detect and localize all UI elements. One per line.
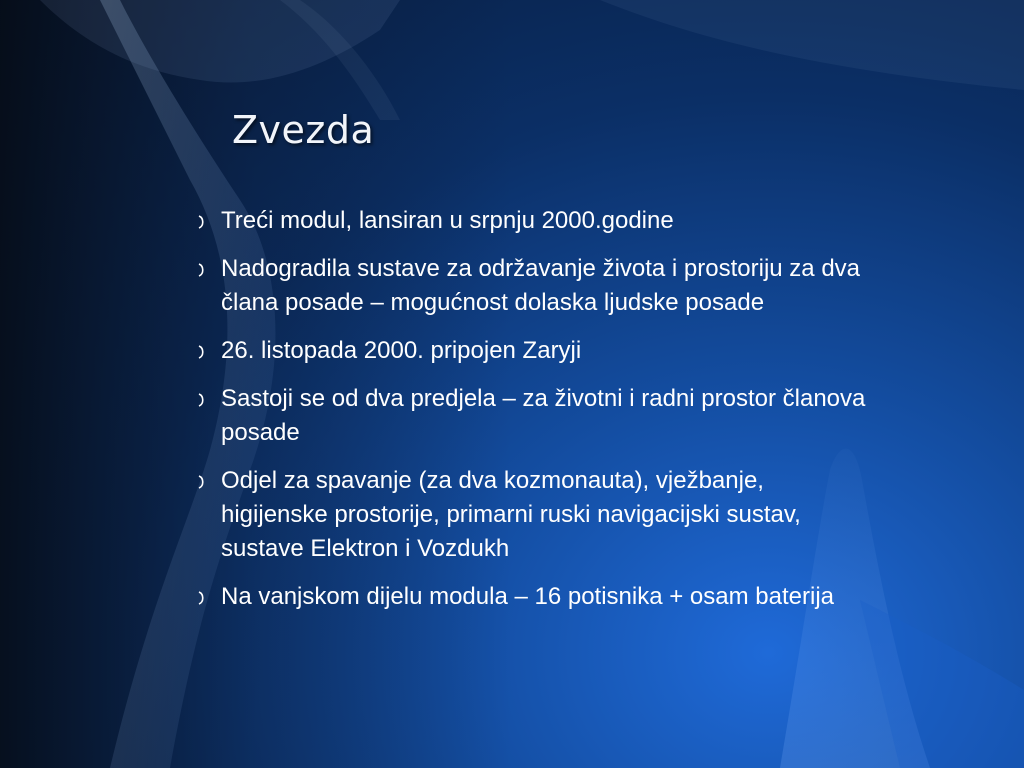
bullet-text: Treći modul, lansiran u srpnju 2000.godine [221,207,674,234]
bullet-item [196,252,876,320]
bullet-item [196,204,876,238]
bullet-item [196,580,876,614]
bullet-text: Odjel za spavanje (za dva kozmonauta), vježbanje, higijenske prostorije, primarni ruski navigacijski sustav, sustave Elektron i Vozdukh [221,467,801,562]
crescent-bullet-icon [198,475,206,489]
bullet-text: Sastoji se od dva predjela – za životni i radni prostor članova posade [221,385,866,446]
bullet-text: 26. listopada 2000. pripojen Zaryji [221,337,582,364]
slide-title: Zvezda [232,108,375,152]
crescent-bullet-icon [198,263,206,277]
bullet-item [196,382,876,450]
crescent-bullet-icon [198,345,206,359]
crescent-bullet-icon [198,215,206,229]
bullet-list [196,204,876,628]
bullet-item [196,334,876,368]
bullet-item [196,464,876,566]
crescent-bullet-icon [198,591,206,605]
crescent-bullet-icon [198,393,206,407]
bullet-text: Nadogradila sustave za održavanje života i prostoriju za dva člana posade – mogućnost dolaska ljudske posade [221,255,861,316]
bullet-text: Na vanjskom dijelu modula – 16 potisnika + osam baterija [221,583,834,610]
